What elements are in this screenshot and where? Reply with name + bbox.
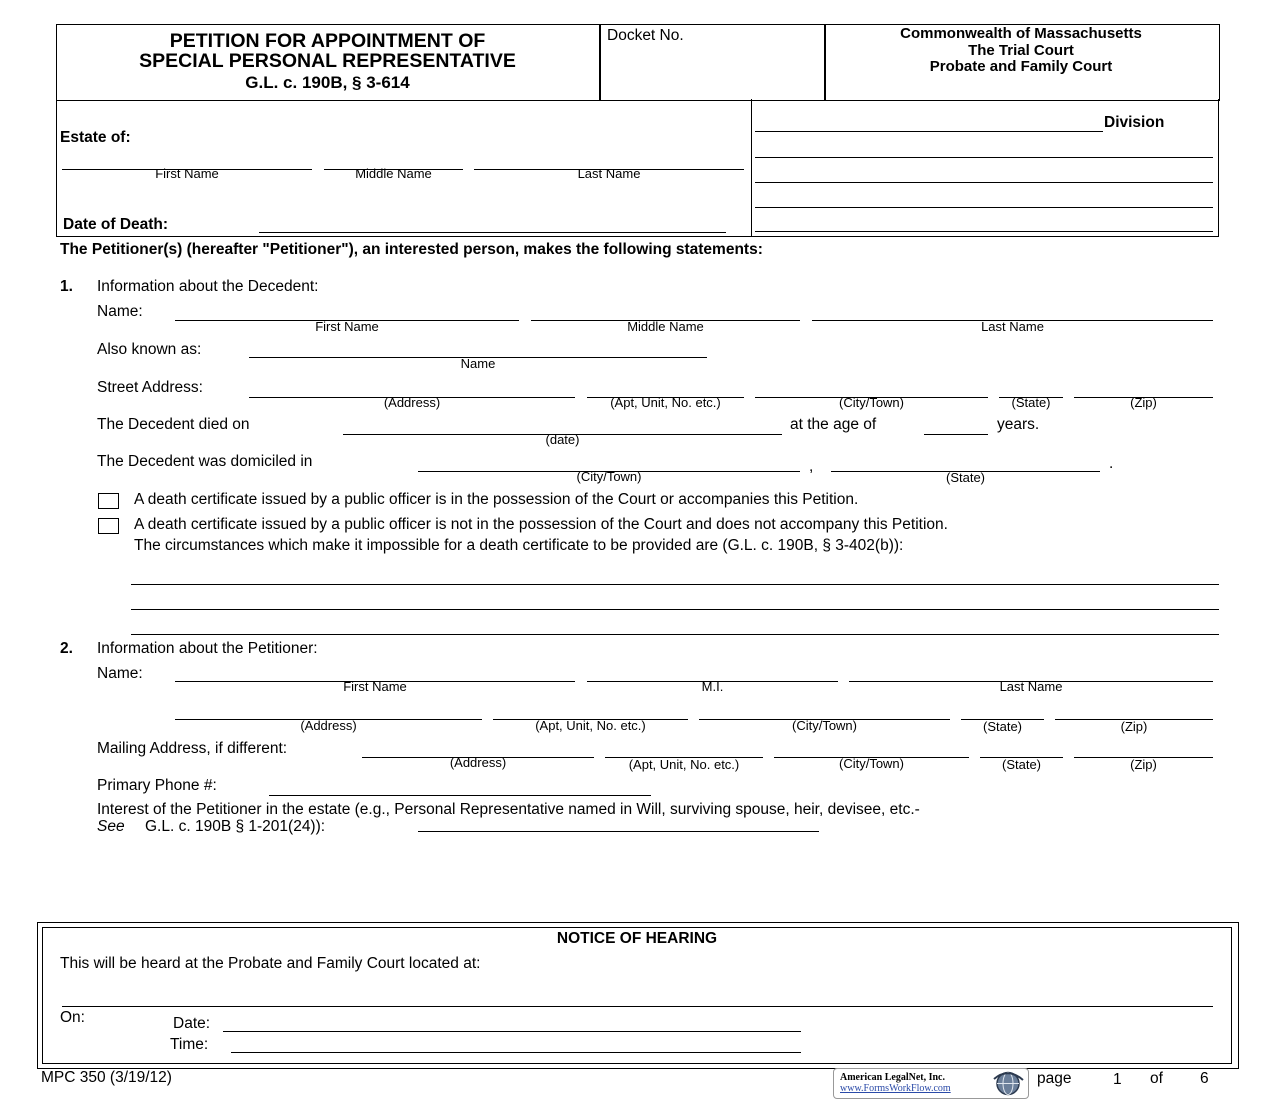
division-line[interactable] <box>755 131 1103 132</box>
legalnet-logo-url: www.FormsWorkFlow.com <box>840 1083 951 1094</box>
domicile-state-label: (State) <box>945 470 985 485</box>
estate-first-name-label: First Name <box>155 166 219 181</box>
decedent-state-label: (State) <box>1011 395 1051 410</box>
mailing-state-label: (State) <box>1001 757 1041 772</box>
cert-in-possession-text: A death certificate issued by a public officer is in the possession of the Court or accompanies this Petition. <box>134 491 859 508</box>
cert-not-in-possession-checkbox[interactable] <box>98 518 119 534</box>
interest-cite: G.L. c. 190B § 1-201(24)): <box>145 818 326 835</box>
notice-time-label: Time: <box>170 1036 209 1053</box>
domicile-comma: , <box>809 458 814 475</box>
primary-phone-line[interactable] <box>269 795 651 796</box>
age-of-label: at the age of <box>790 416 877 433</box>
page-number: 1 <box>1113 1071 1122 1088</box>
date-sub-label: (date) <box>545 432 580 447</box>
petitioner-state-label: (State) <box>982 719 1022 734</box>
notice-location-line[interactable] <box>62 1006 1213 1007</box>
division-label: Division <box>1104 114 1165 131</box>
domiciled-label: The Decedent was domiciled in <box>97 453 313 470</box>
decedent-zip-label: (Zip) <box>1130 395 1157 410</box>
petitioner-mi-label: M.I. <box>701 679 724 694</box>
decedent-name-label: Name: <box>97 303 143 320</box>
of-word: of <box>1150 1070 1163 1087</box>
years-label: years. <box>997 416 1040 433</box>
petitioner-last-name-label: Last Name <box>999 679 1063 694</box>
died-on-label: The Decedent died on <box>97 416 250 433</box>
section-2-number: 2. <box>60 640 73 657</box>
form-id: MPC 350 (3/19/12) <box>41 1069 172 1086</box>
legalnet-logo-name: American LegalNet, Inc. <box>840 1072 945 1083</box>
court-line-3: Probate and Family Court <box>929 58 1113 75</box>
division-address-line-3[interactable] <box>755 207 1213 208</box>
estate-label: Estate of: <box>60 129 131 146</box>
docket-label: Docket No. <box>607 27 684 44</box>
mailing-zip-label: (Zip) <box>1130 757 1157 772</box>
section-2-heading: Information about the Petitioner: <box>97 640 318 657</box>
statute-citation: G.L. c. 190B, § 3-614 <box>245 73 410 92</box>
notice-date-label: Date: <box>173 1015 211 1032</box>
petitioner-apt-label: (Apt, Unit, No. etc.) <box>535 718 646 733</box>
page-word: page <box>1037 1070 1072 1087</box>
domicile-period: . <box>1109 455 1114 472</box>
notice-time-line[interactable] <box>231 1052 801 1053</box>
mailing-address-label: Mailing Address, if different: <box>97 740 288 757</box>
aka-label: Also known as: <box>97 341 202 358</box>
domicile-city-label: (City/Town) <box>576 469 642 484</box>
decedent-last-name-label: Last Name <box>981 319 1044 334</box>
circumstances-line-2[interactable] <box>131 609 1219 610</box>
section-1-heading: Information about the Decedent: <box>97 278 319 295</box>
interest-see: See <box>97 818 125 835</box>
decedent-address-label: (Address) <box>383 395 441 410</box>
legalnet-logo[interactable] <box>833 1068 1029 1099</box>
decedent-middle-name-label: Middle Name <box>627 319 704 334</box>
circumstances-line-1[interactable] <box>131 584 1219 585</box>
mailing-city-label: (City/Town) <box>838 756 904 771</box>
division-address-line-1[interactable] <box>755 157 1213 158</box>
estate-middle-name-label: Middle Name <box>355 166 432 181</box>
aka-sub-label: Name <box>460 356 496 371</box>
petitioner-intro: The Petitioner(s) (hereafter "Petitioner"), an interested person, makes the following statements: <box>60 241 763 258</box>
interest-text: Interest of the Petitioner in the estate (e.g., Personal Representative named in Will, surviving spouse, heir, devisee, etc.- <box>97 801 920 818</box>
petitioner-zip-label: (Zip) <box>1120 719 1148 734</box>
petitioner-city-label: (City/Town) <box>791 718 857 733</box>
decedent-city-label: (City/Town) <box>838 395 904 410</box>
page-total: 6 <box>1200 1070 1209 1087</box>
circumstances-line-3[interactable] <box>131 634 1219 635</box>
date-of-death-line[interactable] <box>259 232 726 233</box>
decedent-first-name-label: First Name <box>315 319 379 334</box>
date-of-death-label: Date of Death: <box>63 216 169 233</box>
primary-phone-label: Primary Phone #: <box>97 777 217 794</box>
division-address-line-2[interactable] <box>755 182 1213 183</box>
notice-heard-at: This will be heard at the Probate and Family Court located at: <box>60 955 481 972</box>
notice-on-label: On: <box>60 1009 85 1026</box>
form-title-line2: SPECIAL PERSONAL REPRESENTATIVE <box>139 50 516 72</box>
interest-line[interactable] <box>418 831 819 832</box>
petitioner-name-label: Name: <box>97 665 143 682</box>
cert-not-in-possession-text: A death certificate issued by a public officer is not in the possession of the Court and does not accompany this Petition. <box>134 516 948 533</box>
form-title-line1: PETITION FOR APPOINTMENT OF <box>169 30 486 52</box>
division-address-line-4[interactable] <box>755 231 1213 232</box>
street-address-label: Street Address: <box>97 379 203 396</box>
notice-title: NOTICE OF HEARING <box>556 930 718 947</box>
age-line[interactable] <box>924 434 988 435</box>
estate-last-name-label: Last Name <box>577 166 641 181</box>
notice-date-line[interactable] <box>223 1031 801 1032</box>
petitioner-address-label: (Address) <box>300 718 357 733</box>
cert-in-possession-checkbox[interactable] <box>98 493 119 509</box>
mailing-apt-label: (Apt, Unit, No. etc.) <box>628 757 740 772</box>
court-line-1: Commonwealth of Massachusetts <box>900 25 1142 42</box>
decedent-apt-label: (Apt, Unit, No. etc.) <box>610 395 721 410</box>
court-line-2: The Trial Court <box>968 42 1074 59</box>
circumstances-text: The circumstances which make it impossible for a death certificate to be provided are (G.L. c. 190B, § 3-402(b)): <box>134 537 904 554</box>
petitioner-first-name-label: First Name <box>343 679 407 694</box>
mailing-address-sub-label: (Address) <box>449 755 507 770</box>
docket-input[interactable] <box>606 50 820 92</box>
section-1-number: 1. <box>60 278 73 295</box>
globe-icon <box>990 1070 1026 1097</box>
